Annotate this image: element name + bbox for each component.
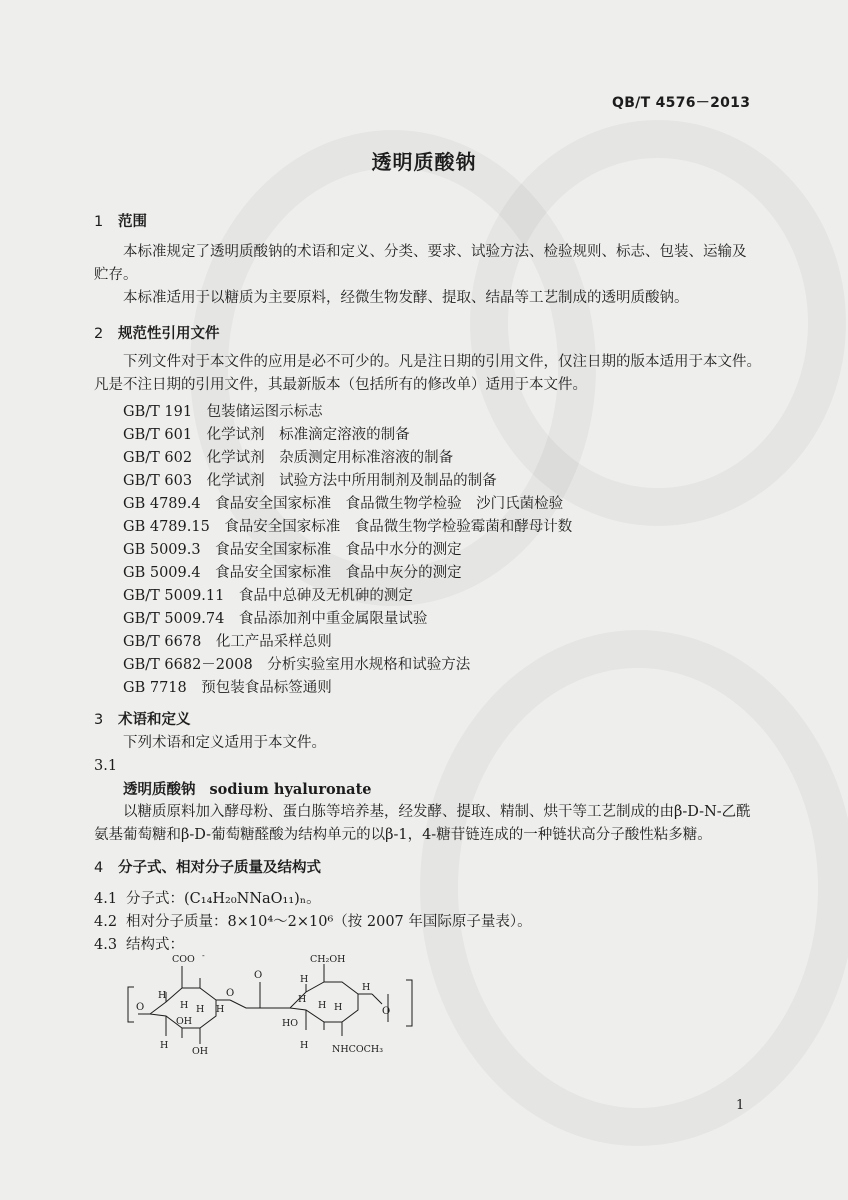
terms-intro: 下列术语和定义适用于本文件。 <box>123 735 326 751</box>
scope-paragraph-1-cont: 贮存。 <box>94 267 138 283</box>
hydrogen-label: H <box>180 1000 189 1011</box>
section-title: 分子式、相对分子质量及结构式 <box>118 860 321 876</box>
section-number: 4 <box>94 860 104 876</box>
scope-paragraph-1: 本标准规定了透明质酸钠的术语和定义、分类、要求、试验方法、检验规则、标志、包装、运输及 <box>123 244 747 260</box>
term-entry <box>123 778 372 802</box>
scope-paragraph-2: 本标准适用于以糖质为主要原料，经微生物发酵、提取、结晶等工艺制成的透明质酸钠。 <box>123 290 689 306</box>
document-title: 透明质酸钠 <box>371 150 477 174</box>
section-2-heading <box>94 322 220 343</box>
hydrogen-label: H <box>160 1040 169 1051</box>
reference-item: GB/T 5009.74 食品添加剂中重金属限量试验 <box>123 611 428 627</box>
hydrogen-label: H <box>334 1002 343 1013</box>
reference-item: GB 4789.4 食品安全国家标准 食品微生物学检验 沙门氏菌检验 <box>123 496 564 512</box>
show-through-ring-bottom <box>420 630 848 1146</box>
molecular-mass: 4.2 相对分子质量：8×10⁴～2×10⁶（按 2007 年国际原子量表）。 <box>94 914 532 930</box>
reference-item: GB/T 6678 化工产品采样总则 <box>123 634 332 650</box>
oxygen-label: O <box>136 1002 145 1013</box>
section-title: 规范性引用文件 <box>118 326 220 342</box>
hydrogen-label: H <box>216 1004 225 1015</box>
structural-formula-diagram <box>120 952 450 1064</box>
oxygen-label: O <box>382 1006 391 1017</box>
reference-item: GB 7718 预包装食品标签通则 <box>123 680 332 696</box>
section-number: 2 <box>94 326 104 342</box>
reference-item: GB 4789.15 食品安全国家标准 食品微生物学检验霉菌和酵母计数 <box>123 519 573 535</box>
structural-formula-label: 4.3 结构式： <box>94 937 184 953</box>
section-title: 术语和定义 <box>118 712 191 728</box>
reference-item: GB 5009.3 食品安全国家标准 食品中水分的测定 <box>123 542 462 558</box>
oxygen-label: O <box>254 970 263 981</box>
term-definition-1: 以糖质原料加入酵母粉、蛋白胨等培养基，经发酵、提取、精制、烘干等工艺制成的由β-D-N-乙酰 <box>123 804 751 820</box>
section-1-heading <box>94 210 147 231</box>
oxygen-label: O <box>226 988 235 999</box>
standard-number: QB/T 4576－2013 <box>612 95 751 111</box>
section-3-heading <box>94 708 191 729</box>
clause-number: 3.1 <box>94 758 118 774</box>
section-number: 1 <box>94 214 104 230</box>
hydroxymethyl-label: CH₂OH <box>310 954 346 965</box>
reference-item: GB/T 602 化学试剂 杂质测定用标准溶液的制备 <box>123 450 454 466</box>
hydrogen-label: H <box>300 1040 309 1051</box>
references-intro-1: 下列文件对于本文件的应用是必不可少的。凡是注日期的引用文件，仅注日期的版本适用于本文件。 <box>123 354 761 370</box>
term-english: sodium hyaluronate <box>209 781 372 798</box>
reference-item: GB/T 191 包装储运图示标志 <box>123 404 323 420</box>
reference-item: GB/T 6682－2008 分析实验室用水规格和试验方法 <box>123 657 471 673</box>
term-definition-2: 氨基葡萄糖和β-D-葡萄糖醛酸为结构单元的以β-1，4-糖苷链连成的一种链状高分子酸性粘多糖。 <box>94 827 712 843</box>
section-number: 3 <box>94 712 104 728</box>
hydrogen-label: H <box>298 994 307 1005</box>
hydroxyl-label: OH <box>176 1016 193 1027</box>
hydrogen-label: H <box>362 982 371 993</box>
hydroxyl-label: OH <box>192 1046 209 1057</box>
molecular-formula: 4.1 分子式：(C₁₄H₂₀NNaO₁₁)ₙ。 <box>94 891 321 907</box>
reference-item: GB/T 601 化学试剂 标准滴定溶液的制备 <box>123 427 410 443</box>
show-through-ring-right <box>470 120 846 526</box>
section-title: 范围 <box>118 214 147 230</box>
hydrogen-label: H <box>158 990 167 1001</box>
hydrogen-label: H <box>196 1004 205 1015</box>
references-intro-2: 凡是不注日期的引用文件，其最新版本（包括所有的修改单）适用于本文件。 <box>94 377 587 393</box>
page-number: 1 <box>736 1098 745 1113</box>
reference-item: GB/T 5009.11 食品中总砷及无机砷的测定 <box>123 588 413 604</box>
section-4-heading <box>94 856 321 877</box>
hydroxyl-label: HO <box>282 1018 299 1029</box>
reference-item: GB 5009.4 食品安全国家标准 食品中灰分的测定 <box>123 565 462 581</box>
term-chinese: 透明质酸钠 <box>123 782 196 798</box>
acetamido-label: NHCOCH₃ <box>332 1044 384 1055</box>
carboxylate-label: COO <box>172 954 195 965</box>
hydrogen-label: H <box>300 974 309 985</box>
hydrogen-label: H <box>318 1000 327 1011</box>
charge-label: - <box>202 952 205 960</box>
reference-item: GB/T 603 化学试剂 试验方法中所用制剂及制品的制备 <box>123 473 497 489</box>
